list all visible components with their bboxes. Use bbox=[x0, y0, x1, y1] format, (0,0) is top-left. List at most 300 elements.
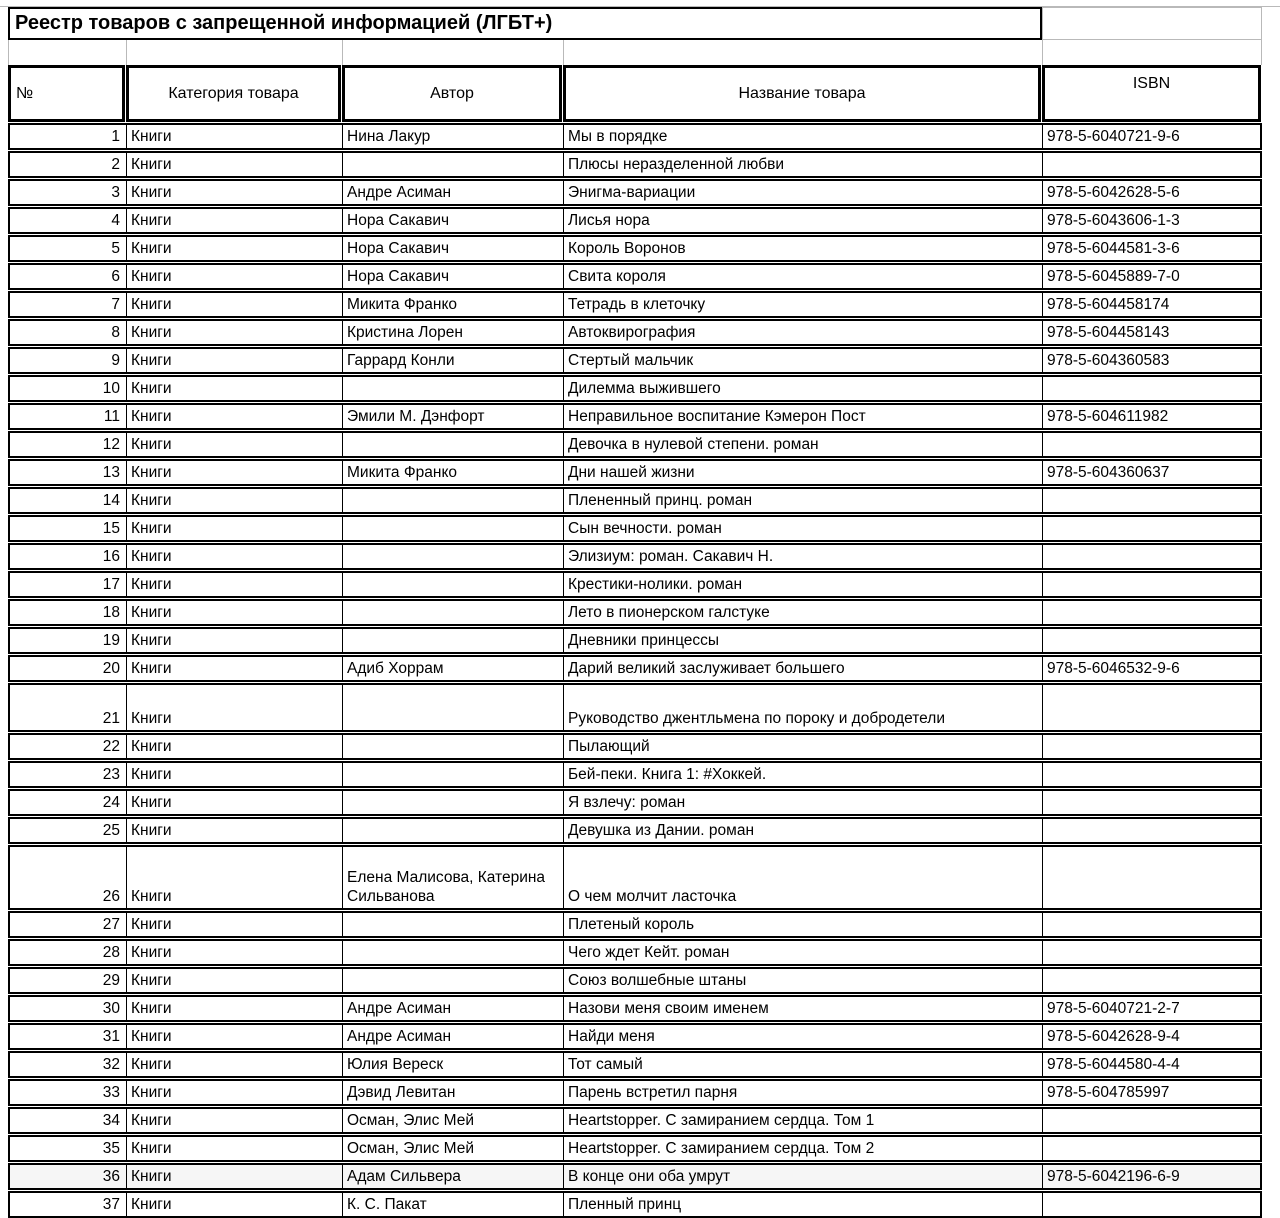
cell-number-text: 22 bbox=[102, 738, 120, 755]
table-row bbox=[8, 515, 1262, 542]
page-title: Реестр товаров с запрещенной информацией (ЛГБТ+) bbox=[15, 12, 553, 34]
cell-category[interactable] bbox=[126, 1025, 342, 1048]
cell-isbn[interactable] bbox=[1042, 517, 1260, 540]
cell-author[interactable] bbox=[342, 265, 563, 288]
cell-author[interactable] bbox=[342, 237, 563, 260]
cell-category-text: Книги bbox=[131, 352, 172, 369]
cell-number-text: 36 bbox=[102, 1168, 120, 1185]
header-cell-category[interactable]: Категория товара bbox=[126, 65, 341, 122]
cell-title-text: Сын вечности. роман bbox=[568, 520, 722, 537]
cell-category[interactable] bbox=[126, 433, 342, 456]
cell-category-text: Книги bbox=[131, 1000, 172, 1017]
table-row bbox=[8, 817, 1262, 844]
cell-title[interactable] bbox=[563, 1165, 1042, 1188]
cell-isbn[interactable] bbox=[1042, 1025, 1260, 1048]
cell-title-text: Я взлечу: роман bbox=[568, 794, 686, 811]
cell-number[interactable] bbox=[10, 601, 126, 624]
header-cell-number[interactable]: № bbox=[8, 65, 125, 122]
cell-isbn[interactable] bbox=[1042, 321, 1260, 344]
cell-author-text: Андре Асиман bbox=[347, 1028, 452, 1045]
cell-category-text: Книги bbox=[131, 1084, 172, 1101]
cell-author[interactable] bbox=[342, 433, 563, 456]
cell-author[interactable] bbox=[342, 847, 563, 908]
table-row bbox=[8, 459, 1262, 486]
cell-isbn[interactable] bbox=[1042, 377, 1260, 400]
table-row bbox=[8, 1191, 1262, 1218]
cell-title-text: Тетрадь в клеточку bbox=[568, 296, 706, 313]
cell-category[interactable] bbox=[126, 573, 342, 596]
cell-isbn[interactable] bbox=[1042, 573, 1260, 596]
cell-title-text: Дневники принцессы bbox=[568, 632, 720, 649]
cell-number-text: 12 bbox=[102, 436, 120, 453]
table-row bbox=[8, 1023, 1262, 1050]
cell-author-text: Гаррард Конли bbox=[347, 352, 455, 369]
cell-category-text: Книги bbox=[131, 794, 172, 811]
cell-category-text: Книги bbox=[131, 520, 172, 537]
cell-category[interactable] bbox=[126, 819, 342, 842]
cell-isbn[interactable] bbox=[1042, 969, 1260, 992]
cell-title[interactable] bbox=[563, 657, 1042, 680]
cell-category[interactable] bbox=[126, 377, 342, 400]
cell-category-text: Книги bbox=[131, 1196, 172, 1213]
cell-category-text: Книги bbox=[131, 660, 172, 677]
cell-number-text: 26 bbox=[102, 888, 120, 905]
cell-isbn[interactable] bbox=[1042, 1081, 1260, 1104]
cell-category[interactable] bbox=[126, 1081, 342, 1104]
cell-author-text: Юлия Вереск bbox=[347, 1056, 444, 1073]
cell-number-text: 25 bbox=[102, 822, 120, 839]
cell-author-text: Адам Сильвера bbox=[347, 1168, 461, 1185]
cell-number[interactable] bbox=[10, 181, 126, 204]
cell-category[interactable] bbox=[126, 209, 342, 232]
table-row bbox=[8, 123, 1262, 150]
cell-number[interactable] bbox=[10, 1165, 126, 1188]
cell-category[interactable] bbox=[126, 913, 342, 936]
cell-author[interactable] bbox=[342, 629, 563, 652]
cell-category-text: Книги bbox=[131, 822, 172, 839]
cell-title[interactable] bbox=[563, 237, 1042, 260]
cell-isbn-text: 978-5-604360583 bbox=[1047, 352, 1170, 369]
table-row bbox=[8, 1079, 1262, 1106]
cell-number[interactable] bbox=[10, 517, 126, 540]
cell-category[interactable] bbox=[126, 629, 342, 652]
cell-isbn[interactable] bbox=[1042, 1053, 1260, 1076]
table-row bbox=[8, 235, 1262, 262]
empty-top-right-cell[interactable] bbox=[1042, 7, 1262, 40]
gridline-vertical bbox=[126, 40, 127, 65]
cell-author[interactable] bbox=[342, 181, 563, 204]
cell-author[interactable] bbox=[342, 913, 563, 936]
cell-author[interactable] bbox=[342, 791, 563, 814]
cell-isbn[interactable] bbox=[1042, 629, 1260, 652]
cell-title[interactable] bbox=[563, 969, 1042, 992]
table-row bbox=[8, 487, 1262, 514]
cell-category[interactable] bbox=[126, 791, 342, 814]
table-row bbox=[8, 845, 1262, 910]
cell-number-text: 27 bbox=[102, 916, 120, 933]
cell-category-text: Книги bbox=[131, 240, 172, 257]
cell-author-text: Андре Асиман bbox=[347, 1000, 452, 1017]
cell-title[interactable] bbox=[563, 181, 1042, 204]
cell-author[interactable] bbox=[342, 763, 563, 786]
cell-title[interactable] bbox=[563, 913, 1042, 936]
cell-number[interactable] bbox=[10, 153, 126, 176]
cell-number-text: 28 bbox=[102, 944, 120, 961]
cell-title[interactable] bbox=[563, 791, 1042, 814]
cell-number[interactable] bbox=[10, 349, 126, 372]
cell-isbn-text: 978-5-6045889-7-0 bbox=[1047, 268, 1180, 285]
header-cell-author[interactable]: Автор bbox=[342, 65, 562, 122]
cell-author[interactable] bbox=[342, 405, 563, 428]
cell-number-text: 17 bbox=[102, 576, 120, 593]
cell-title[interactable] bbox=[563, 377, 1042, 400]
cell-title-text: Пылающий bbox=[568, 738, 650, 755]
cell-isbn-text: 978-5-604360637 bbox=[1047, 464, 1170, 481]
cell-isbn[interactable] bbox=[1042, 913, 1260, 936]
cell-number-text: 32 bbox=[102, 1056, 120, 1073]
cell-number-text: 35 bbox=[102, 1140, 120, 1157]
cell-category-text: Книги bbox=[131, 464, 172, 481]
cell-number[interactable] bbox=[10, 941, 126, 964]
cell-number[interactable] bbox=[10, 1053, 126, 1076]
table-row bbox=[8, 375, 1262, 402]
cell-number[interactable] bbox=[10, 293, 126, 316]
cell-author[interactable] bbox=[342, 209, 563, 232]
cell-title[interactable] bbox=[563, 685, 1042, 730]
cell-number[interactable] bbox=[10, 969, 126, 992]
cell-title[interactable] bbox=[563, 1081, 1042, 1104]
cell-number[interactable] bbox=[10, 461, 126, 484]
cell-number-text: 11 bbox=[103, 408, 120, 425]
cell-number[interactable] bbox=[10, 237, 126, 260]
cell-number[interactable] bbox=[10, 489, 126, 512]
cell-title-text: Плюсы неразделенной любви bbox=[568, 156, 784, 173]
table-row bbox=[8, 403, 1262, 430]
cell-number[interactable] bbox=[10, 685, 126, 730]
cell-title-text: Бей-пеки. Книга 1: #Хоккей. bbox=[568, 766, 767, 783]
cell-isbn[interactable] bbox=[1042, 209, 1260, 232]
cell-title[interactable] bbox=[563, 941, 1042, 964]
cell-number[interactable] bbox=[10, 573, 126, 596]
cell-title[interactable] bbox=[563, 1137, 1042, 1160]
cell-category[interactable] bbox=[126, 847, 342, 908]
cell-number[interactable] bbox=[10, 209, 126, 232]
cell-author[interactable] bbox=[342, 349, 563, 372]
cell-category[interactable] bbox=[126, 601, 342, 624]
cell-number[interactable] bbox=[10, 377, 126, 400]
cell-author[interactable] bbox=[342, 1137, 563, 1160]
cell-category[interactable] bbox=[126, 545, 342, 568]
cell-number-text: 18 bbox=[102, 604, 120, 621]
cell-isbn[interactable] bbox=[1042, 657, 1260, 680]
cell-category[interactable] bbox=[126, 685, 342, 730]
cell-category[interactable] bbox=[126, 1137, 342, 1160]
cell-number[interactable] bbox=[10, 763, 126, 786]
cell-isbn-text: 978-5-604785997 bbox=[1047, 1084, 1170, 1101]
cell-title[interactable] bbox=[563, 293, 1042, 316]
cell-isbn[interactable] bbox=[1042, 489, 1260, 512]
cell-category-text: Книги bbox=[131, 888, 172, 905]
cell-isbn[interactable] bbox=[1042, 461, 1260, 484]
cell-category[interactable] bbox=[126, 181, 342, 204]
cell-author[interactable] bbox=[342, 545, 563, 568]
cell-title-text: Дни нашей жизни bbox=[568, 464, 695, 481]
cell-isbn[interactable] bbox=[1042, 181, 1260, 204]
cell-title-text: Девочка в нулевой степени. роман bbox=[568, 436, 819, 453]
cell-title[interactable] bbox=[563, 125, 1042, 148]
cell-isbn-text: 978-5-6043606-1-3 bbox=[1047, 212, 1180, 229]
cell-title-text: Свита короля bbox=[568, 268, 666, 285]
cell-author-text: Адиб Хоррам bbox=[347, 660, 444, 677]
cell-category-text: Книги bbox=[131, 492, 172, 509]
cell-category-text: Книги bbox=[131, 1168, 172, 1185]
cell-number[interactable] bbox=[10, 321, 126, 344]
header-cell-isbn[interactable]: ISBN bbox=[1042, 65, 1261, 122]
cell-number[interactable] bbox=[10, 1025, 126, 1048]
cell-number-text: 21 bbox=[102, 710, 120, 727]
cell-author[interactable] bbox=[342, 461, 563, 484]
cell-number[interactable] bbox=[10, 791, 126, 814]
cell-author-text: Кристина Лорен bbox=[347, 324, 463, 341]
cell-category[interactable] bbox=[126, 1109, 342, 1132]
cell-number[interactable] bbox=[10, 629, 126, 652]
cell-category-text: Книги bbox=[131, 184, 172, 201]
cell-title[interactable] bbox=[563, 489, 1042, 512]
cell-number[interactable] bbox=[10, 405, 126, 428]
cell-isbn[interactable] bbox=[1042, 1109, 1260, 1132]
cell-title-text: Heartstopper. С замиранием сердца. Том 1 bbox=[568, 1112, 875, 1129]
cell-category[interactable] bbox=[126, 1165, 342, 1188]
cell-title-text: Найди меня bbox=[568, 1028, 655, 1045]
table-row bbox=[8, 761, 1262, 788]
cell-isbn[interactable] bbox=[1042, 1165, 1260, 1188]
cell-title[interactable] bbox=[563, 349, 1042, 372]
cell-category[interactable] bbox=[126, 321, 342, 344]
cell-author[interactable] bbox=[342, 1081, 563, 1104]
cell-title[interactable] bbox=[563, 517, 1042, 540]
cell-author[interactable] bbox=[342, 1109, 563, 1132]
cell-title[interactable] bbox=[563, 763, 1042, 786]
cell-title[interactable] bbox=[563, 819, 1042, 842]
cell-author[interactable] bbox=[342, 377, 563, 400]
cell-category[interactable] bbox=[126, 489, 342, 512]
cell-category-text: Книги bbox=[131, 972, 172, 989]
cell-category-text: Книги bbox=[131, 548, 172, 565]
cell-number[interactable] bbox=[10, 913, 126, 936]
cell-author[interactable] bbox=[342, 941, 563, 964]
cell-category[interactable] bbox=[126, 237, 342, 260]
cell-title[interactable] bbox=[563, 209, 1042, 232]
cell-title[interactable] bbox=[563, 265, 1042, 288]
cell-number[interactable] bbox=[10, 545, 126, 568]
header-cell-title[interactable]: Название товара bbox=[563, 65, 1041, 122]
cell-author[interactable] bbox=[342, 321, 563, 344]
cell-category[interactable] bbox=[126, 1193, 342, 1216]
cell-author[interactable] bbox=[342, 489, 563, 512]
cell-author-text: Эмили М. Дэнфорт bbox=[347, 408, 485, 425]
cell-category[interactable] bbox=[126, 969, 342, 992]
cell-number-text: 2 bbox=[111, 156, 120, 173]
cell-isbn-text: 978-5-6042196-6-9 bbox=[1047, 1168, 1180, 1185]
cell-title-text: Дилемма выжившего bbox=[568, 380, 721, 397]
cell-author[interactable] bbox=[342, 735, 563, 758]
cell-number[interactable] bbox=[10, 125, 126, 148]
cell-number-text: 34 bbox=[102, 1112, 120, 1129]
cell-isbn[interactable] bbox=[1042, 1193, 1260, 1216]
cell-author[interactable] bbox=[342, 1025, 563, 1048]
cell-number[interactable] bbox=[10, 1109, 126, 1132]
cell-category[interactable] bbox=[126, 349, 342, 372]
cell-author-text: Нора Сакавич bbox=[347, 212, 450, 229]
cell-author[interactable] bbox=[342, 125, 563, 148]
cell-isbn[interactable] bbox=[1042, 997, 1260, 1020]
cell-category[interactable] bbox=[126, 735, 342, 758]
cell-title[interactable] bbox=[563, 153, 1042, 176]
cell-title[interactable] bbox=[563, 433, 1042, 456]
cell-category[interactable] bbox=[126, 153, 342, 176]
table-row bbox=[8, 967, 1262, 994]
cell-author[interactable] bbox=[342, 293, 563, 316]
cell-category[interactable] bbox=[126, 997, 342, 1020]
cell-title[interactable] bbox=[563, 545, 1042, 568]
cell-title-text: Мы в порядке bbox=[568, 128, 668, 145]
cell-author[interactable] bbox=[342, 685, 563, 730]
cell-category[interactable] bbox=[126, 1053, 342, 1076]
cell-isbn[interactable] bbox=[1042, 545, 1260, 568]
cell-isbn[interactable] bbox=[1042, 237, 1260, 260]
cell-isbn[interactable] bbox=[1042, 433, 1260, 456]
cell-number[interactable] bbox=[10, 657, 126, 680]
cell-isbn[interactable] bbox=[1042, 265, 1260, 288]
cell-author[interactable] bbox=[342, 601, 563, 624]
cell-category[interactable] bbox=[126, 405, 342, 428]
cell-title-text: Лисья нора bbox=[568, 212, 650, 229]
cell-number-text: 10 bbox=[102, 380, 120, 397]
cell-title[interactable] bbox=[563, 847, 1042, 908]
cell-title[interactable] bbox=[563, 1025, 1042, 1048]
cell-author[interactable] bbox=[342, 1193, 563, 1216]
cell-number[interactable] bbox=[10, 735, 126, 758]
cell-category[interactable] bbox=[126, 517, 342, 540]
cell-author-text: Нина Лакур bbox=[347, 128, 431, 145]
cell-title[interactable] bbox=[563, 1193, 1042, 1216]
cell-category-text: Книги bbox=[131, 1056, 172, 1073]
cell-title[interactable] bbox=[563, 735, 1042, 758]
cell-isbn[interactable] bbox=[1042, 153, 1260, 176]
table-row bbox=[8, 347, 1262, 374]
cell-title-text: Девушка из Дании. роман bbox=[568, 822, 754, 839]
cell-author[interactable] bbox=[342, 573, 563, 596]
cell-author[interactable] bbox=[342, 1053, 563, 1076]
cell-isbn[interactable] bbox=[1042, 941, 1260, 964]
cell-category-text: Книги bbox=[131, 710, 172, 727]
cell-number[interactable] bbox=[10, 847, 126, 908]
table-row bbox=[8, 207, 1262, 234]
cell-isbn[interactable] bbox=[1042, 405, 1260, 428]
cell-title[interactable] bbox=[563, 1053, 1042, 1076]
cell-author-text: Нора Сакавич bbox=[347, 240, 450, 257]
cell-category[interactable] bbox=[126, 941, 342, 964]
cell-isbn[interactable] bbox=[1042, 791, 1260, 814]
cell-title[interactable] bbox=[563, 1109, 1042, 1132]
cell-category[interactable] bbox=[126, 265, 342, 288]
cell-isbn[interactable] bbox=[1042, 819, 1260, 842]
table-row bbox=[8, 319, 1262, 346]
gridline-vertical bbox=[342, 40, 343, 65]
cell-number[interactable] bbox=[10, 997, 126, 1020]
table-row bbox=[8, 543, 1262, 570]
cell-isbn[interactable] bbox=[1042, 847, 1260, 908]
cell-title[interactable] bbox=[563, 321, 1042, 344]
table-body bbox=[8, 122, 1262, 1218]
cell-number[interactable] bbox=[10, 1193, 126, 1216]
cell-number[interactable] bbox=[10, 1137, 126, 1160]
cell-title[interactable] bbox=[563, 997, 1042, 1020]
cell-number[interactable] bbox=[10, 265, 126, 288]
cell-title[interactable] bbox=[563, 405, 1042, 428]
sheet-title-cell[interactable] bbox=[8, 7, 1042, 40]
cell-title[interactable] bbox=[563, 629, 1042, 652]
cell-number[interactable] bbox=[10, 433, 126, 456]
cell-title-text: Назови меня своим именем bbox=[568, 1000, 769, 1017]
cell-category-text: Книги bbox=[131, 156, 172, 173]
cell-isbn[interactable] bbox=[1042, 685, 1260, 730]
cell-isbn-text: 978-5-604458143 bbox=[1047, 324, 1170, 341]
cell-author[interactable] bbox=[342, 1165, 563, 1188]
cell-author[interactable] bbox=[342, 153, 563, 176]
cell-author-text: Осман, Элис Мей bbox=[347, 1112, 475, 1129]
cell-title[interactable] bbox=[563, 573, 1042, 596]
cell-title-text: Автоквирография bbox=[568, 324, 696, 341]
cell-category[interactable] bbox=[126, 125, 342, 148]
cell-title[interactable] bbox=[563, 601, 1042, 624]
cell-category[interactable] bbox=[126, 657, 342, 680]
cell-number[interactable] bbox=[10, 819, 126, 842]
cell-author[interactable] bbox=[342, 969, 563, 992]
cell-category[interactable] bbox=[126, 461, 342, 484]
cell-category[interactable] bbox=[126, 763, 342, 786]
cell-number-text: 7 bbox=[111, 296, 120, 313]
table-row bbox=[8, 291, 1262, 318]
cell-number-text: 9 bbox=[111, 352, 120, 369]
cell-category[interactable] bbox=[126, 293, 342, 316]
cell-title-text: Крестики-нолики. роман bbox=[568, 576, 743, 593]
cell-author[interactable] bbox=[342, 819, 563, 842]
cell-number[interactable] bbox=[10, 1081, 126, 1104]
cell-title-text: Плененный принц. роман bbox=[568, 492, 753, 509]
cell-isbn[interactable] bbox=[1042, 125, 1260, 148]
cell-isbn[interactable] bbox=[1042, 735, 1260, 758]
cell-title-text: Плетеный король bbox=[568, 916, 695, 933]
cell-isbn[interactable] bbox=[1042, 1137, 1260, 1160]
cell-author[interactable] bbox=[342, 517, 563, 540]
cell-title-text: Союз волшебные штаны bbox=[568, 972, 747, 989]
table-row bbox=[8, 683, 1262, 732]
cell-number-text: 20 bbox=[102, 660, 120, 677]
cell-category-text: Книги bbox=[131, 324, 172, 341]
cell-author[interactable] bbox=[342, 657, 563, 680]
cell-isbn[interactable] bbox=[1042, 763, 1260, 786]
cell-isbn[interactable] bbox=[1042, 601, 1260, 624]
cell-author[interactable] bbox=[342, 997, 563, 1020]
cell-isbn[interactable] bbox=[1042, 349, 1260, 372]
cell-title[interactable] bbox=[563, 461, 1042, 484]
cell-isbn[interactable] bbox=[1042, 293, 1260, 316]
table-row bbox=[8, 627, 1262, 654]
cell-author-text: Нора Сакавич bbox=[347, 268, 450, 285]
cell-category-text: Книги bbox=[131, 766, 172, 783]
cell-category-text: Книги bbox=[131, 604, 172, 621]
